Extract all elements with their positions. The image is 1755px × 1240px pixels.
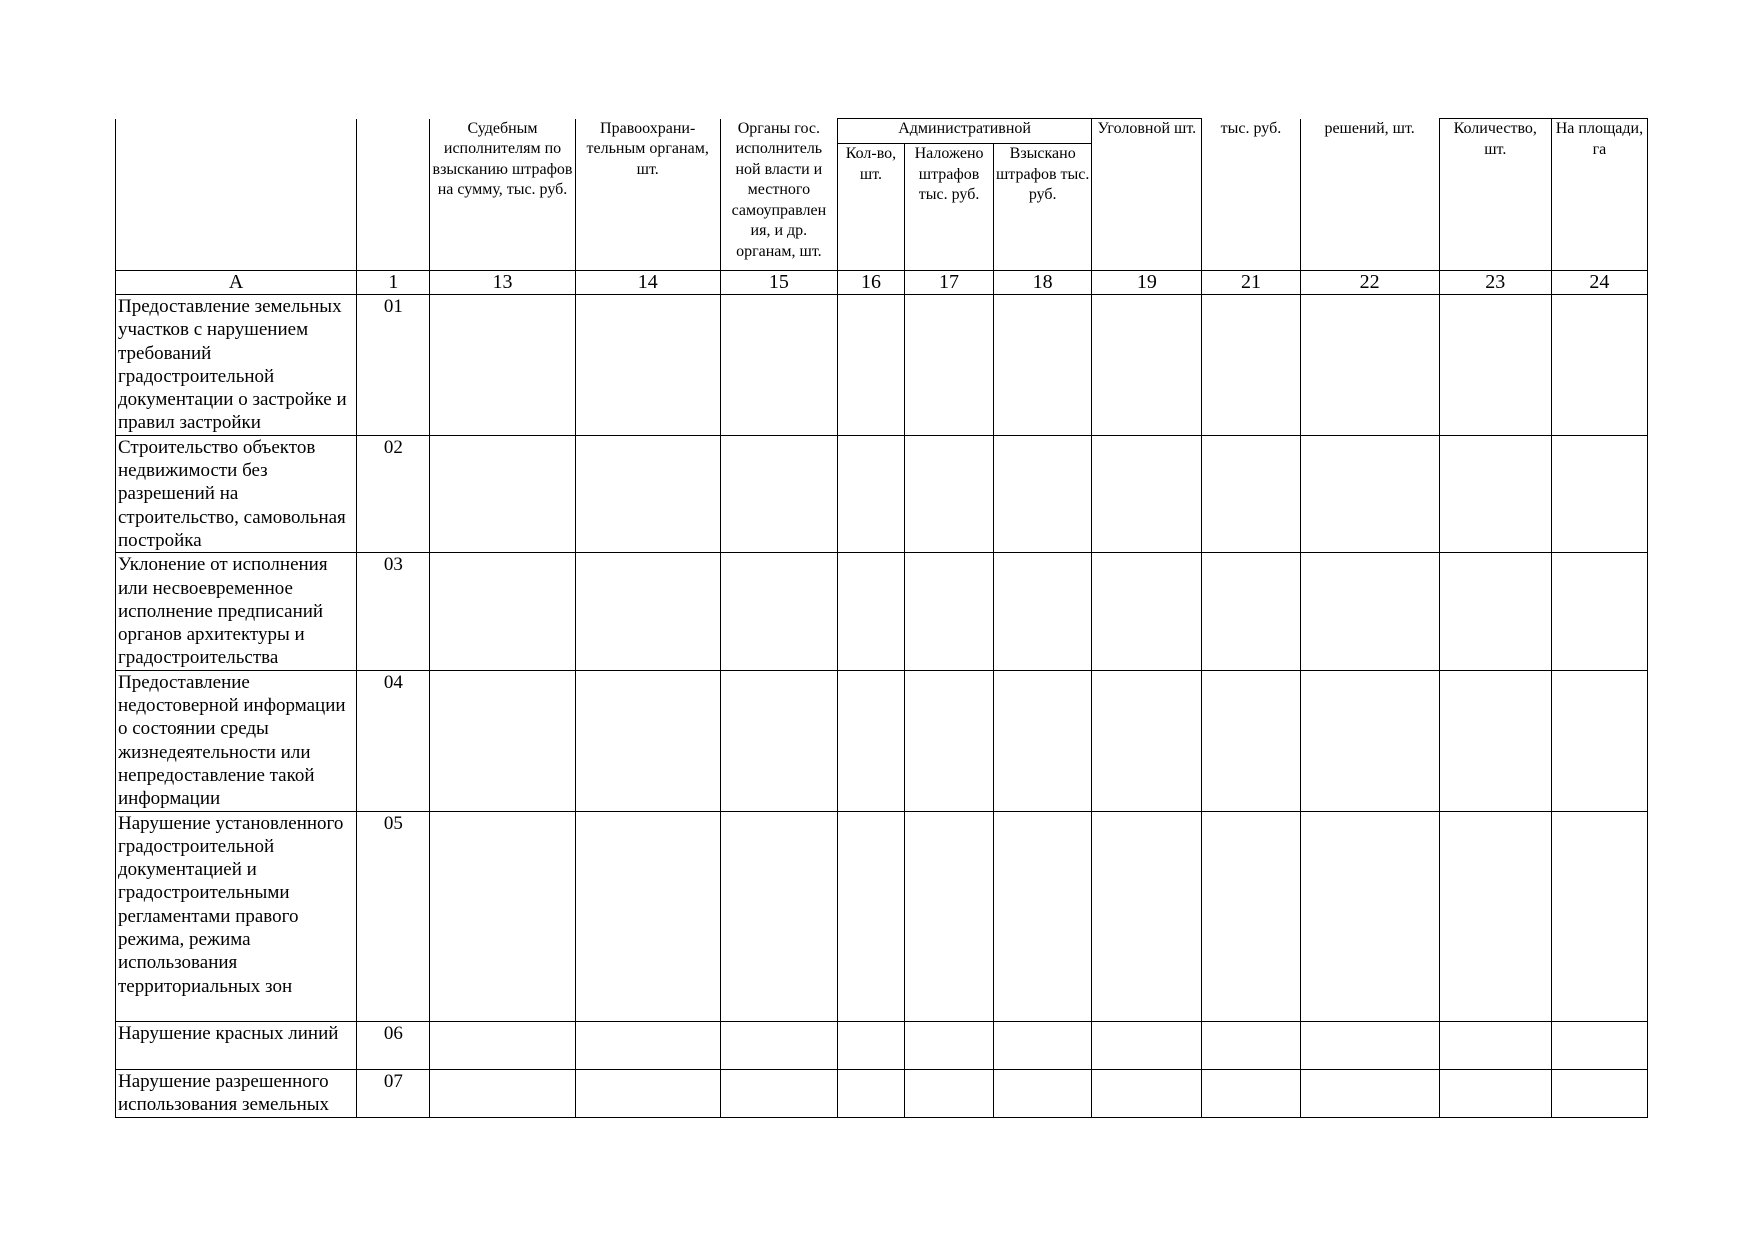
header-admin-collected: Взыскано штрафов тыс. руб. [994, 144, 1092, 271]
data-cell[interactable] [575, 811, 720, 1021]
header-code-cell [357, 119, 430, 271]
header-admin-count: Кол-во, шт. [837, 144, 904, 271]
data-cell[interactable] [1300, 1069, 1439, 1117]
data-cell[interactable] [1202, 1021, 1300, 1069]
column-number: 1 [357, 271, 430, 295]
header-col-23: Количество, шт. [1439, 119, 1551, 271]
data-cell[interactable] [905, 435, 994, 552]
data-cell[interactable] [1551, 553, 1647, 670]
data-cell[interactable] [575, 670, 720, 811]
data-cell[interactable] [575, 1021, 720, 1069]
data-cell[interactable] [994, 553, 1092, 670]
data-cell[interactable] [1092, 435, 1202, 552]
data-cell[interactable] [720, 295, 837, 436]
header-administrative: Административной [837, 119, 1091, 144]
header-criminal: Уголовной шт. [1092, 119, 1202, 271]
row-code: 06 [357, 1021, 430, 1069]
data-cell[interactable] [720, 1021, 837, 1069]
data-cell[interactable] [1092, 1069, 1202, 1117]
data-cell[interactable] [575, 295, 720, 436]
row-code: 05 [357, 811, 430, 1021]
header-law-enforcement: Правоохрани-тельным органам, шт. [575, 119, 720, 271]
data-cell[interactable] [837, 670, 904, 811]
column-number: 19 [1092, 271, 1202, 295]
data-cell[interactable] [1092, 670, 1202, 811]
header-courts: Судебным исполнителям по взысканию штрафов на сумму, тыс. руб. [430, 119, 575, 271]
header-col-22: решений, шт. [1300, 119, 1439, 271]
data-cell[interactable] [1202, 811, 1300, 1021]
data-cell[interactable] [1439, 295, 1551, 436]
data-cell[interactable] [837, 295, 904, 436]
column-number: 24 [1551, 271, 1647, 295]
row-name: Нарушение установленного градостроительной документацией и градостроительными регламентами правого режима, режима использования территориальных зон [116, 811, 357, 1021]
data-cell[interactable] [1202, 435, 1300, 552]
data-cell[interactable] [720, 670, 837, 811]
data-cell[interactable] [1551, 1021, 1647, 1069]
data-cell[interactable] [1092, 295, 1202, 436]
data-cell[interactable] [994, 670, 1092, 811]
data-cell[interactable] [720, 435, 837, 552]
column-number: 21 [1202, 271, 1300, 295]
data-cell[interactable] [430, 553, 575, 670]
data-cell[interactable] [1300, 670, 1439, 811]
data-cell[interactable] [430, 811, 575, 1021]
row-code: 07 [357, 1069, 430, 1117]
data-cell[interactable] [905, 1021, 994, 1069]
data-cell[interactable] [1551, 1069, 1647, 1117]
column-number: А [116, 271, 357, 295]
data-cell[interactable] [430, 435, 575, 552]
data-cell[interactable] [1551, 811, 1647, 1021]
data-cell[interactable] [994, 435, 1092, 552]
report-table [115, 118, 1648, 1118]
data-cell[interactable] [1439, 435, 1551, 552]
data-cell[interactable] [905, 811, 994, 1021]
row-name: Строительство объектов недвижимости без разрешений на строительство, самовольная постройка [116, 435, 357, 552]
table-row [116, 1069, 1648, 1117]
data-cell[interactable] [575, 553, 720, 670]
table-row [116, 670, 1648, 811]
table-row [116, 435, 1648, 552]
column-number: 17 [905, 271, 994, 295]
data-cell[interactable] [1202, 670, 1300, 811]
row-code: 04 [357, 670, 430, 811]
column-number: 14 [575, 271, 720, 295]
data-cell[interactable] [1300, 435, 1439, 552]
data-cell[interactable] [1202, 553, 1300, 670]
data-cell[interactable] [837, 811, 904, 1021]
data-cell[interactable] [1300, 295, 1439, 436]
row-name: Нарушение красных линий [116, 1021, 357, 1069]
data-cell[interactable] [1439, 553, 1551, 670]
column-number: 22 [1300, 271, 1439, 295]
data-cell[interactable] [994, 811, 1092, 1021]
data-cell[interactable] [837, 1069, 904, 1117]
data-cell[interactable] [905, 295, 994, 436]
data-cell[interactable] [1439, 670, 1551, 811]
data-cell[interactable] [1202, 1069, 1300, 1117]
data-cell[interactable] [720, 811, 837, 1021]
data-cell[interactable] [994, 295, 1092, 436]
data-cell[interactable] [994, 1069, 1092, 1117]
table-row [116, 1021, 1648, 1069]
data-cell[interactable] [1439, 1021, 1551, 1069]
row-name: Предоставление земельных участков с нарушением требований градостроительной документации о застройке и правил застройки [116, 295, 357, 436]
data-cell[interactable] [905, 1069, 994, 1117]
header-col-21: тыс. руб. [1202, 119, 1300, 271]
data-cell[interactable] [1439, 1069, 1551, 1117]
row-code: 02 [357, 435, 430, 552]
data-cell[interactable] [575, 435, 720, 552]
data-cell[interactable] [1092, 1021, 1202, 1069]
data-cell[interactable] [1439, 811, 1551, 1021]
data-cell[interactable] [430, 670, 575, 811]
data-cell[interactable] [720, 553, 837, 670]
data-cell[interactable] [1300, 553, 1439, 670]
data-cell[interactable] [905, 670, 994, 811]
data-cell[interactable] [1202, 295, 1300, 436]
header-gov-bodies: Органы гос. исполнитель ной власти и местного самоуправлен ия, и др. органам, шт. [720, 119, 837, 271]
data-cell[interactable] [905, 553, 994, 670]
data-cell[interactable] [837, 435, 904, 552]
data-cell[interactable] [1092, 553, 1202, 670]
table-row [116, 811, 1648, 1021]
row-name: Нарушение разрешенного использования земельных [116, 1069, 357, 1117]
data-cell[interactable] [837, 553, 904, 670]
column-number: 16 [837, 271, 904, 295]
data-cell[interactable] [575, 1069, 720, 1117]
data-cell[interactable] [1551, 670, 1647, 811]
table-row [116, 295, 1648, 436]
header-admin-imposed: Наложено штрафов тыс. руб. [905, 144, 994, 271]
data-cell[interactable] [720, 1069, 837, 1117]
header-name-cell [116, 119, 357, 271]
data-cell[interactable] [1551, 295, 1647, 436]
data-cell[interactable] [430, 1069, 575, 1117]
column-number: 18 [994, 271, 1092, 295]
column-numbers-row [116, 271, 1648, 295]
data-cell[interactable] [837, 1021, 904, 1069]
row-name: Уклонение от исполнения или несвоевременное исполнение предписаний органов архитектуры и градостроительства [116, 553, 357, 670]
row-code: 03 [357, 553, 430, 670]
row-code: 01 [357, 295, 430, 436]
data-cell[interactable] [1092, 811, 1202, 1021]
column-number: 13 [430, 271, 575, 295]
data-cell[interactable] [1300, 811, 1439, 1021]
data-cell[interactable] [1551, 435, 1647, 552]
table-row [116, 553, 1648, 670]
data-cell[interactable] [430, 1021, 575, 1069]
data-cell[interactable] [430, 295, 575, 436]
column-number: 15 [720, 271, 837, 295]
column-number: 23 [1439, 271, 1551, 295]
header-col-24: На площади, га [1551, 119, 1647, 271]
data-cell[interactable] [994, 1021, 1092, 1069]
row-name: Предоставление недостоверной информации о состоянии среды жизнедеятельности или непредоставление такой информации [116, 670, 357, 811]
data-cell[interactable] [1300, 1021, 1439, 1069]
